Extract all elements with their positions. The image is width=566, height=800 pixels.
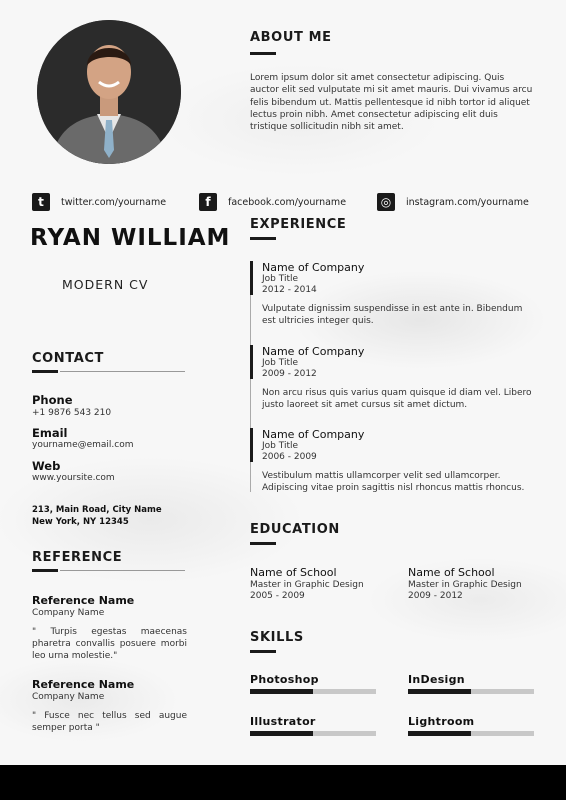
- job-title: Job Title: [262, 274, 299, 284]
- reference-quote: " Turpis egestas maecenas pharetra convallis posuere morbi leo urna molestie.": [32, 627, 187, 661]
- skill-item: [250, 715, 376, 736]
- social-instagram[interactable]: [377, 193, 529, 211]
- skill-item: [408, 673, 534, 694]
- school-entry: [408, 566, 558, 601]
- skill-bar-fill: [250, 731, 313, 736]
- person-portrait-icon: [37, 20, 181, 164]
- address-line-1: 213, Main Road, City Name: [32, 505, 162, 515]
- facebook-handle[interactable]: facebook.com/yourname: [228, 196, 347, 208]
- social-twitter[interactable]: [32, 193, 166, 211]
- phone-value: +1 9876 543 210: [32, 408, 112, 418]
- education-underline: [250, 542, 276, 545]
- about-text: Lorem ipsum dolor sit amet consectetur adipiscing. Quis auctor elit sed vulputate mi sit amet mauris. Dui vivamus arcu felis bibendum ut. Mattis pellentesque id nibh tortor id aliquet lectus proin nibh. Amet consectetur adipiscing elit duis tristique sollicitudin nibh sit amet.: [250, 73, 533, 133]
- person-name: RYAN WILLIAM: [30, 225, 231, 251]
- phone-label: Phone: [32, 393, 73, 407]
- reference-heading: REFERENCE: [32, 550, 123, 565]
- reference-company: Company Name: [32, 608, 105, 618]
- skill-name: Illustrator: [250, 715, 316, 728]
- job-marker: [250, 345, 253, 379]
- instagram-icon: ◎: [377, 193, 395, 211]
- skill-name: InDesign: [408, 673, 465, 686]
- twitter-icon: t: [32, 193, 50, 211]
- job-company: Name of Company: [262, 261, 365, 274]
- reference-divider: [60, 570, 185, 571]
- skills-heading: SKILLS: [250, 630, 304, 645]
- social-facebook[interactable]: [199, 193, 346, 211]
- experience-heading: EXPERIENCE: [250, 217, 347, 232]
- skill-bar: [408, 689, 534, 694]
- experience-underline: [250, 237, 276, 240]
- skill-bar-fill: [408, 731, 471, 736]
- job-description: Vestibulum mattis ullamcorper velit sed ullamcorper. Adipiscing vitae proin sagittis nisl rhoncus mattis rhoncus.: [262, 471, 525, 493]
- school-degree: Master in Graphic Design: [250, 580, 364, 590]
- school-years: 2005 - 2009: [250, 591, 305, 601]
- job-company: Name of Company: [262, 428, 365, 441]
- job-company: Name of Company: [262, 345, 365, 358]
- job-marker: [250, 261, 253, 295]
- footer-bar: [0, 765, 566, 800]
- job-dates: 2009 - 2012: [262, 369, 317, 379]
- skills-underline: [250, 650, 276, 653]
- email-label: Email: [32, 426, 68, 440]
- contact-divider: [60, 371, 185, 372]
- skill-item: [250, 673, 376, 694]
- reference-quote: " Fusce nec tellus sed augue semper porta ": [32, 711, 187, 733]
- job-title: Job Title: [262, 358, 299, 368]
- education-heading: EDUCATION: [250, 522, 340, 537]
- job-title: Job Title: [262, 441, 299, 451]
- contact-heading: CONTACT: [32, 351, 104, 366]
- job-marker: [250, 428, 253, 462]
- skill-name: Photoshop: [250, 673, 319, 686]
- skill-bar-fill: [408, 689, 471, 694]
- twitter-handle[interactable]: twitter.com/yourname: [61, 196, 167, 208]
- reference-underline: [32, 569, 58, 572]
- school-degree: Master in Graphic Design: [408, 580, 522, 590]
- job-dates: 2012 - 2014: [262, 285, 317, 295]
- skill-bar: [250, 731, 376, 736]
- school-entry: [250, 566, 400, 601]
- web-value[interactable]: www.yoursite.com: [32, 473, 115, 483]
- job-dates: 2006 - 2009: [262, 452, 317, 462]
- school-name: Name of School: [408, 566, 495, 579]
- facebook-icon: f: [199, 193, 217, 211]
- skill-name: Lightroom: [408, 715, 475, 728]
- reference-name: Reference Name: [32, 678, 135, 691]
- reference-name: Reference Name: [32, 594, 135, 607]
- address: [32, 504, 162, 528]
- email-value[interactable]: yourname@email.com: [32, 440, 134, 450]
- job-description: Vulputate dignissim suspendisse in est ante in. Bibendum est ultricies integer quis.: [262, 304, 523, 326]
- web-label: Web: [32, 459, 61, 473]
- about-underline: [250, 52, 276, 55]
- skill-bar-fill: [250, 689, 313, 694]
- skill-bar: [250, 689, 376, 694]
- school-years: 2009 - 2012: [408, 591, 463, 601]
- skill-bar: [408, 731, 534, 736]
- reference-company: Company Name: [32, 692, 105, 702]
- job-description: Non arcu risus quis varius quam quisque id diam vel. Libero justo laoreet sit amet cursus sit amet dictum.: [262, 388, 532, 410]
- about-heading: ABOUT ME: [250, 30, 332, 45]
- instagram-handle[interactable]: instagram.com/yourname: [406, 196, 529, 208]
- address-line-2: New York, NY 12345: [32, 517, 129, 527]
- profile-photo: [37, 20, 181, 164]
- cv-subtitle: MODERN CV: [62, 277, 149, 292]
- skill-item: [408, 715, 534, 736]
- contact-underline: [32, 370, 58, 373]
- school-name: Name of School: [250, 566, 337, 579]
